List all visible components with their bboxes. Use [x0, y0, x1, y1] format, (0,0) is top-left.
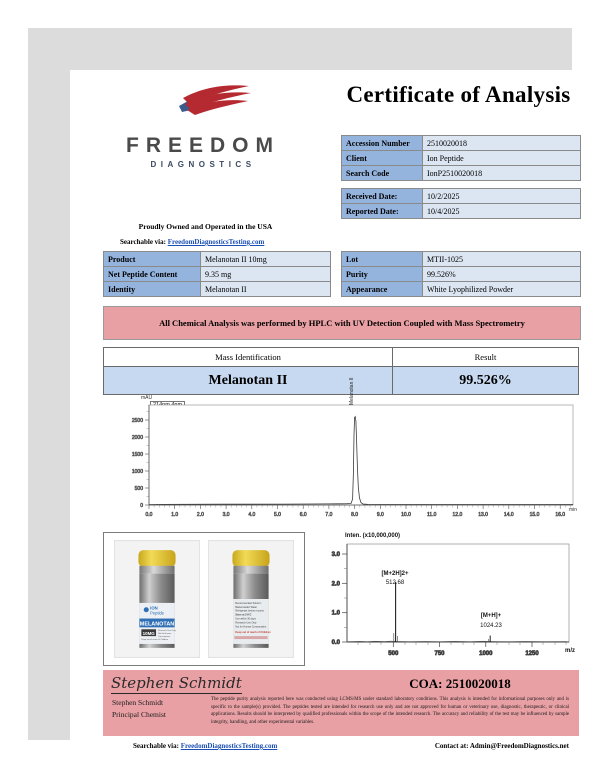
svg-text:Recommended Solvent:: Recommended Solvent:	[235, 601, 262, 605]
purity-value: 99.526%	[423, 267, 581, 282]
svg-text:7.0: 7.0	[325, 512, 333, 518]
ms-peak1-label: [M+2H]2+	[381, 571, 409, 577]
ms-peak2-value: 1024.23	[480, 623, 502, 629]
svg-text:0.0: 0.0	[331, 640, 340, 646]
table-row	[342, 282, 581, 297]
ms-peak1-value: 512.68	[385, 580, 405, 586]
table-row	[104, 282, 331, 297]
svg-text:5.0: 5.0	[274, 512, 281, 518]
disclaimer-text: The peptide purity analysis reported here was conducted using LCMS/MS under standard laboratory conditions. This analysis is intended for informational purposes only and is specific to the sample(s) provided. The peptides tested are intended for research use only and are not approved for human or veterinary use, diagnostic, therapeutic, or clinical applications. Results should be interpreted by qualified professionals within the scope of the intended research. The accuracy and reliability of the test may be influenced by sample integrity, handling, and other experimental variables.	[211, 697, 569, 725]
product-value: Melanotan II 10mg	[201, 252, 331, 267]
searchable-link[interactable]: FreedomDiagnosticsTesting.com	[167, 238, 265, 246]
reported-date-label: Reported Date:	[342, 204, 423, 219]
svg-text:3.0: 3.0	[222, 512, 230, 518]
mass-spectrum-y-unit: Inten. (x10,000,000)	[345, 533, 401, 539]
usa-statement: Proudly Owned and Operated in the USA	[138, 222, 273, 231]
client-value: Ion Peptide	[423, 151, 581, 166]
ms-peak2-label: [M+H]+	[480, 613, 502, 619]
footer-contact	[435, 742, 569, 750]
svg-text:3.0: 3.0	[331, 552, 340, 558]
certificate-page	[70, 70, 586, 754]
received-date-label: Received Date:	[342, 189, 423, 204]
table-row	[342, 151, 581, 166]
svg-text:1500: 1500	[131, 452, 143, 458]
footer	[103, 742, 579, 754]
product-table	[103, 251, 331, 297]
vial-back-illustration	[209, 541, 293, 657]
appearance-label: Appearance	[342, 282, 423, 297]
svg-text:Not for Human Consumption: Not for Human Consumption	[235, 625, 267, 629]
product-label: Product	[104, 252, 201, 267]
table-row	[342, 267, 581, 282]
product-photo	[103, 532, 305, 666]
vial-back-photo	[208, 540, 294, 658]
chromatogram-peak-label: Melanotan II	[349, 377, 355, 405]
identity-value: Melanotan II	[201, 282, 331, 297]
svg-text:1250: 1250	[525, 651, 539, 657]
search-code-label: Search Code	[342, 166, 423, 181]
purity-label: Purity	[342, 267, 423, 282]
svg-text:Bacteriostatic Water: Bacteriostatic Water	[235, 605, 258, 609]
chromatogram-y-unit: mAU	[141, 395, 153, 401]
svg-text:1.0: 1.0	[331, 610, 340, 617]
svg-text:Not for Human: Not for Human	[157, 633, 172, 636]
flag-swoosh-icon	[145, 84, 265, 132]
accession-table	[341, 135, 581, 181]
footer-contact-prefix: Contact at:	[434, 742, 469, 750]
svg-text:500: 500	[388, 651, 399, 657]
reported-date-value: 10/4/2025	[423, 204, 581, 219]
table-header-row	[104, 348, 579, 367]
logo-subtitle: DIAGNOSTICS	[150, 160, 256, 169]
net-peptide-label: Net Peptide Content	[104, 267, 201, 282]
footer-searchable	[133, 742, 277, 750]
lot-table	[341, 251, 581, 297]
svg-text:13.0: 13.0	[478, 512, 488, 518]
search-code-value: IonP2510020018	[423, 166, 581, 181]
svg-text:0.0: 0.0	[145, 512, 153, 518]
svg-text:14.0: 14.0	[503, 512, 514, 518]
page-title: Certificate of Analysis	[346, 82, 571, 107]
svg-text:1000: 1000	[479, 651, 493, 657]
vial-front-illustration	[115, 541, 199, 657]
svg-text:2.0: 2.0	[196, 512, 204, 518]
signature-block	[103, 670, 579, 736]
svg-text:9.0: 9.0	[376, 512, 384, 518]
mass-spectrum	[315, 532, 579, 664]
svg-text:Store at 2-8°C: Store at 2-8°C	[235, 613, 252, 617]
svg-text:Research Use Only: Research Use Only	[235, 621, 257, 625]
svg-text:15.0: 15.0	[529, 512, 540, 518]
result-value: 99.526%	[393, 367, 579, 395]
svg-text:10MG: 10MG	[142, 630, 155, 636]
vial-photo-pair	[114, 540, 294, 658]
table-row	[104, 267, 331, 282]
svg-text:10.0: 10.0	[401, 512, 411, 518]
chromatogram-plot	[103, 395, 579, 530]
client-label: Client	[342, 151, 423, 166]
svg-text:1000: 1000	[131, 469, 143, 475]
table-row	[104, 367, 579, 395]
accession-value: 2510020018	[423, 136, 581, 151]
searchable-prefix: Searchable via:	[120, 238, 166, 246]
svg-text:1.0: 1.0	[171, 512, 179, 518]
result-header: Result	[393, 348, 579, 367]
table-row	[342, 136, 581, 151]
vial-front-photo	[114, 540, 200, 658]
footer-searchable-link[interactable]: FreedomDiagnosticsTesting.com	[180, 742, 278, 750]
svg-text:2000: 2000	[131, 435, 143, 441]
svg-text:MELANOTAN: MELANOTAN	[139, 621, 175, 628]
table-row	[104, 252, 331, 267]
svg-text:Peptide: Peptide	[150, 610, 165, 616]
mass-spectrum-x-unit: m/z	[564, 648, 575, 654]
footer-contact-value: Admin@FreedomDiagnostics.net	[469, 742, 569, 750]
svg-text:ION: ION	[150, 605, 158, 611]
svg-text:Refrigerate before reconst.: Refrigerate before reconst.	[235, 609, 265, 613]
accession-label: Accession Number	[342, 136, 423, 151]
header	[70, 70, 586, 294]
analysis-method-banner	[103, 306, 581, 340]
svg-text:Keep out of reach of Children: Keep out of reach of Children	[141, 639, 169, 642]
signature-image: Stephen Schmidt	[111, 674, 242, 692]
svg-text:11.0: 11.0	[427, 512, 437, 518]
svg-text:8.0: 8.0	[351, 512, 359, 518]
svg-text:Research Use Only: Research Use Only	[157, 630, 176, 633]
mass-spectrum-plot	[315, 532, 579, 664]
svg-text:Consumption: Consumption	[157, 636, 171, 639]
table-row	[342, 189, 581, 204]
svg-text:4.0: 4.0	[248, 512, 256, 518]
mass-identification-table	[103, 347, 579, 395]
svg-text:Keep out of reach of Children: Keep out of reach of Children	[235, 631, 271, 635]
lot-label: Lot	[342, 252, 423, 267]
received-date-value: 10/2/2025	[423, 189, 581, 204]
svg-text:Use within 30 days: Use within 30 days	[235, 617, 256, 621]
chromatogram-x-unit: min	[568, 507, 577, 513]
logo-wordmark: FREEDOM	[126, 134, 280, 157]
dates-table	[341, 188, 581, 219]
svg-text:16.0: 16.0	[555, 512, 566, 518]
signatory-name: Stephen Schmidt	[112, 698, 164, 707]
svg-text:2.0: 2.0	[331, 581, 340, 588]
identity-label: Identity	[104, 282, 201, 297]
table-row	[342, 252, 581, 267]
svg-text:750: 750	[434, 651, 445, 657]
appearance-value: White Lyophilized Powder	[423, 282, 581, 297]
net-peptide-value: 9.35 mg	[201, 267, 331, 282]
searchable-via-header	[120, 238, 264, 246]
signatory-role: Principal Chemist	[112, 710, 166, 719]
svg-text:6.0: 6.0	[299, 512, 307, 518]
analysis-method-text: All Chemical Analysis was performed by HPLC with UV Detection Coupled with Mass Spectrometry	[159, 318, 525, 328]
mass-id-value: Melanotan II	[104, 367, 393, 395]
mass-id-header: Mass Identification	[104, 348, 393, 367]
svg-text:0: 0	[140, 503, 143, 509]
table-row	[342, 166, 581, 181]
lot-value: MTII-1025	[423, 252, 581, 267]
company-logo	[103, 84, 303, 189]
svg-text:12.0: 12.0	[452, 512, 463, 518]
svg-text:2500: 2500	[131, 418, 143, 424]
table-row	[342, 204, 581, 219]
page-border	[28, 28, 577, 750]
svg-text:500: 500	[134, 486, 143, 492]
footer-searchable-prefix: Searchable via:	[133, 742, 179, 750]
coa-number: COA: 2510020018	[409, 676, 511, 691]
